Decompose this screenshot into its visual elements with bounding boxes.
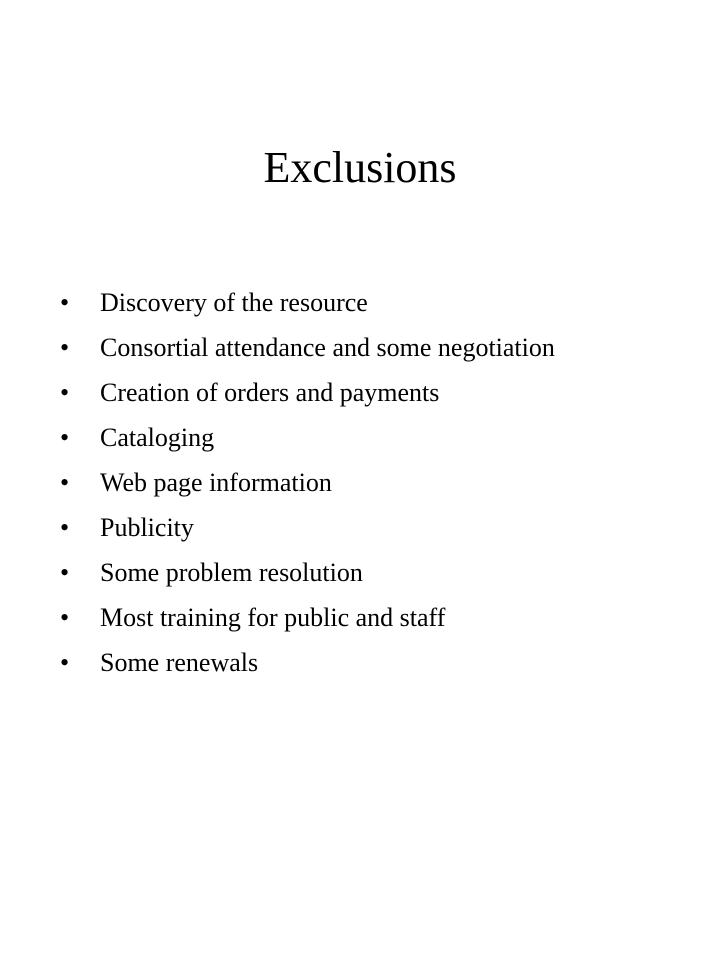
bullet-list — [60, 286, 620, 691]
bullet-text: Some problem resolution — [100, 558, 363, 587]
bullet-icon: • — [60, 603, 70, 632]
bullet-item — [60, 286, 620, 320]
bullet-text: Publicity — [100, 513, 194, 542]
bullet-item — [60, 511, 620, 545]
bullet-item — [60, 601, 620, 635]
bullet-text: Most training for public and staff — [100, 603, 446, 632]
bullet-item — [60, 466, 620, 500]
slide-title: Exclusions — [263, 143, 457, 192]
bullet-icon: • — [60, 648, 70, 677]
bullet-icon: • — [60, 513, 70, 542]
bullet-text: Some renewals — [100, 648, 259, 677]
bullet-item — [60, 646, 620, 680]
bullet-item — [60, 376, 620, 410]
bullet-icon: • — [60, 333, 70, 362]
bullet-item — [60, 556, 620, 590]
bullet-icon: • — [60, 558, 70, 587]
bullet-text: Cataloging — [100, 423, 215, 452]
bullet-text: Consortial attendance and some negotiation — [100, 333, 555, 362]
bullet-icon: • — [60, 288, 70, 317]
bullet-text: Discovery of the resource — [100, 288, 368, 317]
bullet-icon: • — [60, 423, 70, 452]
bullet-text: Web page information — [100, 468, 332, 497]
bullet-icon: • — [60, 378, 70, 407]
bullet-item — [60, 421, 620, 455]
bullet-text: Creation of orders and payments — [100, 378, 440, 407]
bullet-item — [60, 331, 620, 365]
bullet-icon: • — [60, 468, 70, 497]
